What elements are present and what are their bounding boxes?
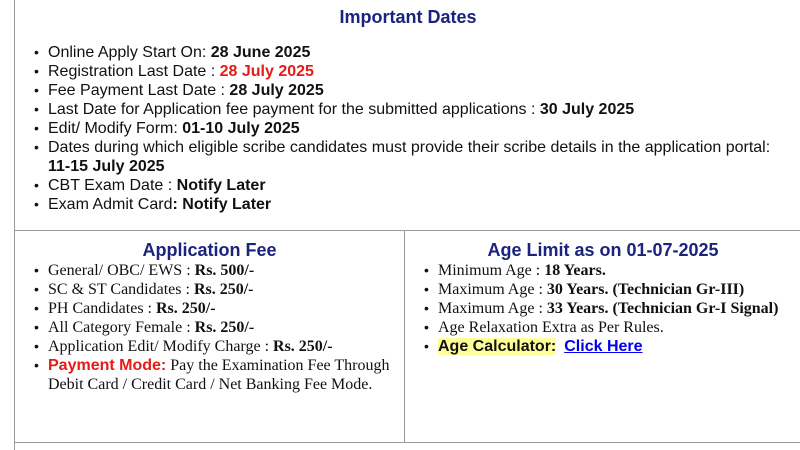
application-fee-list <box>15 261 404 394</box>
list-item <box>15 62 785 81</box>
age-value: 18 Years. <box>544 262 606 279</box>
age-limit-heading: Age Limit as on 01-07-2025 <box>487 240 719 260</box>
date-value: 11-15 July 2025 <box>48 158 165 175</box>
list-item <box>15 261 404 280</box>
age-limit-section <box>405 231 800 443</box>
list-item <box>405 280 800 299</box>
date-label: Dates during which eligible scribe candidates must provide their scribe details in the application portal: <box>48 139 771 156</box>
age-label: Maximum Age : <box>438 281 547 298</box>
application-fee-section <box>15 231 405 443</box>
list-item <box>15 43 785 62</box>
list-item <box>15 138 785 176</box>
date-label: Fee Payment Last Date : <box>48 82 230 99</box>
date-value: 30 July 2025 <box>539 101 635 118</box>
important-dates-heading: Important Dates <box>339 7 477 27</box>
age-value: 33 Years. (Technician Gr-I Signal) <box>546 300 779 317</box>
list-item <box>15 195 785 214</box>
list-item <box>15 100 785 119</box>
date-label: Last Date for Application fee payment for the submitted applications : <box>48 101 540 118</box>
list-item <box>15 280 404 299</box>
list-item <box>15 119 785 138</box>
recruitment-info-table <box>14 0 800 450</box>
fee-label: General/ OBC/ EWS : <box>48 262 195 279</box>
date-value: 28 June 2025 <box>210 44 311 61</box>
age-calculator-link[interactable]: Click Here <box>564 338 643 355</box>
fee-value: Rs. 250/- <box>273 338 333 355</box>
date-value: 28 July 2025 <box>219 63 314 80</box>
list-item <box>15 318 404 337</box>
fee-value: Rs. 250/- <box>156 300 216 317</box>
payment-mode-text: Pay the Examination Fee Through Debit Card / Credit Card / Net Banking Fee Mode. <box>48 357 390 393</box>
age-label: Age Relaxation Extra as Per Rules. <box>438 319 664 336</box>
list-item <box>15 299 404 318</box>
fee-label: Application Edit/ Modify Charge : <box>48 338 274 355</box>
fee-value: Rs. 250/- <box>194 319 255 336</box>
payment-mode-label: Payment Mode: <box>48 357 167 374</box>
important-dates-list <box>15 43 785 214</box>
list-item <box>405 318 800 337</box>
fee-label: SC & ST Candidates : <box>48 281 194 298</box>
fee-label: PH Candidates : <box>48 300 156 317</box>
date-label: Registration Last Date : <box>48 63 220 80</box>
important-dates-section <box>15 0 800 231</box>
date-value: Notify Later <box>176 177 266 194</box>
date-value: 28 July 2025 <box>229 82 324 99</box>
list-item <box>15 176 785 195</box>
list-item <box>405 337 800 356</box>
age-label: Minimum Age : <box>438 262 545 279</box>
age-calculator-label: Age Calculator: <box>438 338 557 355</box>
date-label: Online Apply Start On: <box>48 44 211 61</box>
fee-value: Rs. 250/- <box>193 281 254 298</box>
fee-label: All Category Female : <box>48 319 195 336</box>
application-fee-heading: Application Fee <box>142 240 277 260</box>
age-limit-list <box>405 261 800 356</box>
list-item <box>15 337 404 356</box>
list-item <box>405 261 800 280</box>
fee-value: Rs. 500/- <box>194 262 255 279</box>
list-item <box>405 299 800 318</box>
age-value: 30 Years. (Technician Gr-III) <box>546 281 745 298</box>
date-value: : Notify Later <box>172 196 272 213</box>
date-label: Exam Admit Card <box>48 196 173 213</box>
list-item <box>15 356 404 394</box>
date-value: 01-10 July 2025 <box>182 120 300 137</box>
date-label: CBT Exam Date : <box>48 177 177 194</box>
date-label: Edit/ Modify Form: <box>48 120 183 137</box>
list-item <box>15 81 785 100</box>
age-label: Maximum Age : <box>438 300 547 317</box>
